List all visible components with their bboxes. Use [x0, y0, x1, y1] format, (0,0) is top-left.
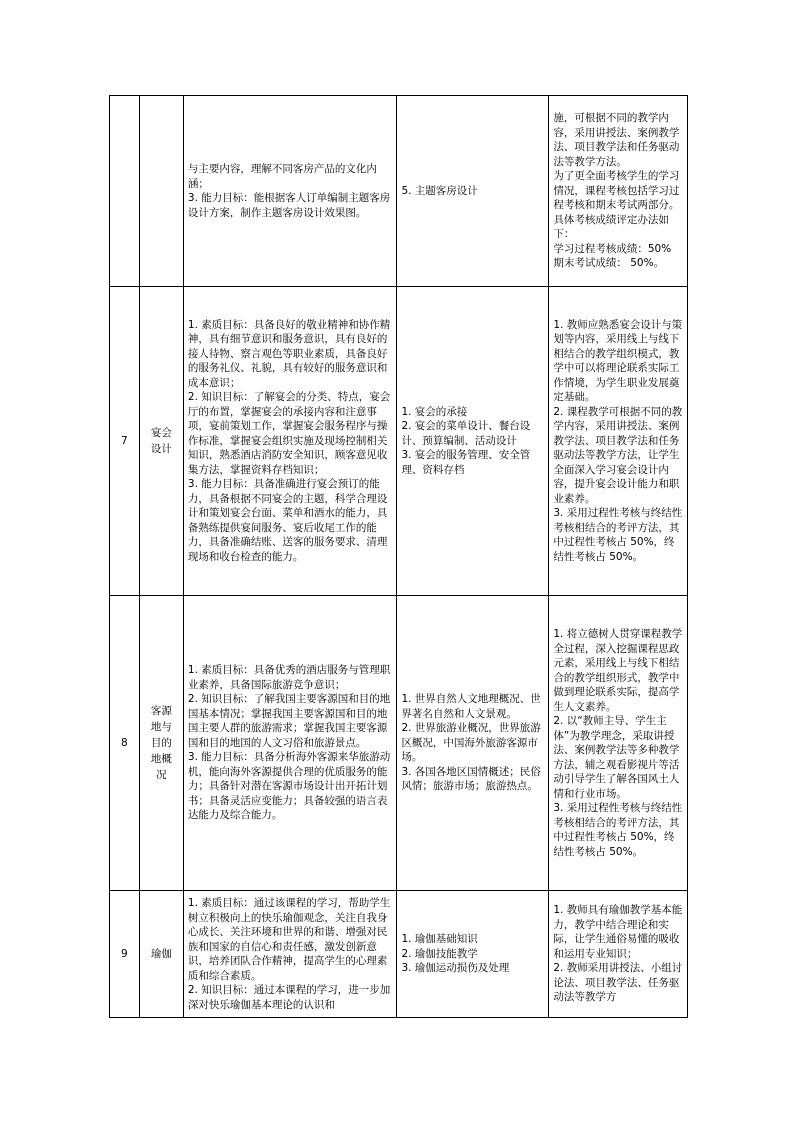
course-objectives: [183, 96, 397, 287]
table-row: [110, 287, 688, 596]
course-objectives-text: 1. 素质目标：具备优秀的酒店服务与管理职业素养，具备国际旅游竞争意识； 2. 知识目标：了解我国主要客源国和目的地国基本情况；掌握我国主要客源国和目的地国主要人群的旅游需求；掌握我国主要客源国和目的地国的人文习俗和旅游景点。 3. 能力目标：具备分析海外客源来华旅游动机，能向海外客源提供合理的优质服务的能力；具备针对潜在客源市场设计出开拓计划书；具备灵活应变能力；具备较强的语言表达能力及综合能力。: [187, 664, 391, 822]
teaching-methods: [549, 596, 688, 891]
course-content: [397, 96, 549, 287]
teaching-methods-text: 施，可根据不同的教学内容，采用讲授法、案例教学法、项目教学法和任务驱动法等教学方法。 为了更全面考核学生的学习情况，课程考核包括学习过程考核和期末考试两部分。具体考核成绩评定办法如下： 学习过程考核成绩：50% 期末考试成绩： 50%。: [553, 112, 680, 270]
curriculum-table: [109, 95, 688, 1018]
course-objectives-text: 1. 素质目标：具备良好的敬业精神和协作精神，具有细节意识和服务意识，具有良好的接人待物、察言观色等职业素质，具备良好的服务礼仪、礼貌，具有较好的服务意识和成本意识； 2. 知识目标：了解宴会的分类、特点，宴会厅的布置，掌握宴会的承接内容和注意事项，宴前策划工作，掌握宴会服务程序与操作标准，掌握宴会组织实施及现场控制相关知识，熟悉酒店消防安全知识，顾客意见收集方法，掌握资料存档知识； 3. 能力目标：具备准确进行宴会预订的能力，具备根据不同宴会的主题，科学合理设计和策划宴会台面、菜单和酒水的能力，具备熟练提供宴间服务、宴后收尾工作的能力，具备准确结账、送客的服务要求、清理现场和收台检查的能力。: [187, 318, 391, 563]
teaching-methods-text: 1. 教师应熟悉宴会设计与策划等内容，采用线上与线下相结合的教学组织模式，教学中可以将理论联系实际工作情境，为学生职业发展奠定基础。 2. 课程教学可根据不同的教学内容，采用讲授法、案例教学法、项目教学法和任务驱动法等教学方法，让学生全面深入学习宴会设计内容，提升宴会设计能力和职业素养。 3. 采用过程性考核与终结性考核相结合的考评方法，其中过程性考核占 50%，终结性考核占 50%。: [553, 318, 683, 563]
course-objectives: [183, 891, 397, 1018]
table-row: [110, 96, 688, 287]
course-objectives-text: 与主要内容，理解不同客房产品的文化内涵； 3. 能力目标：能根据客人订单编制主题客房设计方案，制作主题客房设计效果图。: [187, 163, 391, 219]
course-content-text: 1. 世界自然人文地理概况、世界著名自然和人文景观。 2. 世界旅游业概况，世界旅游区概况，中国海外旅游客源市场。 3. 各国各地区国情概述；民俗风情；旅游市场；旅游热点。: [401, 693, 541, 793]
course-name-text: 瑜伽: [150, 948, 172, 960]
course-name: [139, 287, 183, 596]
course-content-text: 5. 主题客房设计: [401, 184, 478, 197]
course-name: [139, 96, 183, 287]
course-objectives: [183, 596, 397, 891]
teaching-methods-text: 1. 教师具有瑜伽教学基本能力，教学中结合理论和实际，让学生通俗易懂的吸收和运用专业知识； 2. 教师采用讲授法、小组讨论法、项目教学法、任务驱动法等教学方: [553, 904, 683, 1004]
course-objectives-text: 1. 素质目标：通过该课程的学习，帮助学生树立积极向上的快乐瑜伽观念，关注自我身心成长、关注环境和世界的和谐、增强对民族和国家的自信心和责任感，激发创新意识，培养团队合作精神，提高学生的心理素质和综合素质。 2. 知识目标：通过本课程的学习，进一步加深对快乐瑜伽基本理论的认识和: [187, 897, 391, 1011]
teaching-methods-text: 1. 将立德树人贯穿课程教学全过程，深入挖掘课程思政元素，采用线上与线下相结合的教学组织形式，教学中做到理论联系实际，提高学生人文素养。 2. 以“教师主导、学生主体”为教学理念，采取讲授法、案例教学法等多种教学方法，辅之观看影视片等活动引导学生了解各国风土人情和行业市场。 3. 采用过程性考核与终结性考核相结合的考评方法，其中过程性考核占 50%，终结性考核占 50%。: [553, 628, 683, 858]
course-content-text: 1. 瑜伽基础知识 2. 瑜伽技能教学 3. 瑜伽运动损伤及处理: [401, 933, 510, 975]
course-content: [397, 891, 549, 1018]
course-content: [397, 287, 549, 596]
table-row: [110, 596, 688, 891]
course-number: 9: [110, 891, 140, 1018]
teaching-methods: [549, 891, 688, 1018]
course-content-text: 1. 宴会的承接 2. 宴会的菜单设计、餐台设计、预算编制、活动设计 3. 宴会的服务管理、安全管理、资料存档: [401, 405, 531, 476]
course-content: [397, 596, 549, 891]
course-name-text: 宴会 设计: [150, 427, 172, 455]
course-name: [139, 596, 183, 891]
course-name-text: 客源 地与 目的 地概 况: [150, 705, 172, 781]
teaching-methods: [549, 287, 688, 596]
course-number: 7: [110, 287, 140, 596]
course-objectives: [183, 287, 397, 596]
course-name: [139, 891, 183, 1018]
teaching-methods: [549, 96, 688, 287]
table-row: [110, 891, 688, 1018]
course-number: 8: [110, 596, 140, 891]
course-number: [110, 96, 140, 287]
